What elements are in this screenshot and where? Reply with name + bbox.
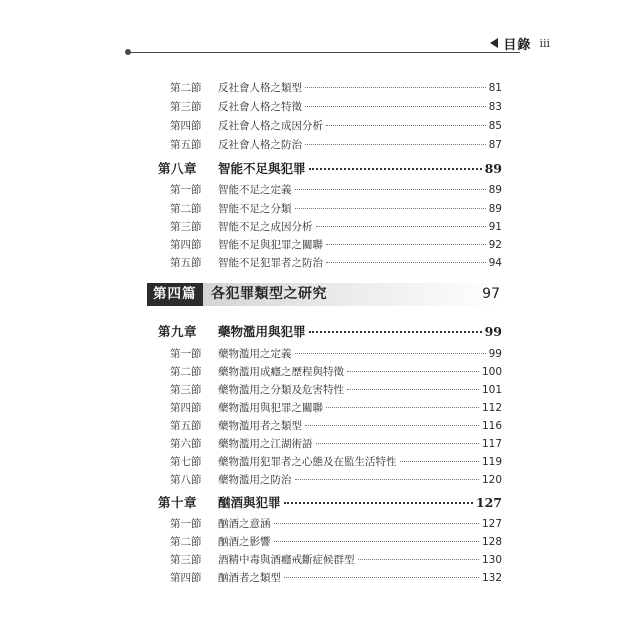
section-number: 第二節 bbox=[170, 82, 202, 94]
toc-section-row[interactable] bbox=[170, 182, 502, 197]
dot-leader bbox=[347, 389, 479, 390]
toc-section-row[interactable] bbox=[170, 364, 502, 379]
chapter-page: 89 bbox=[484, 161, 502, 176]
section-title: 智能不足之分類 bbox=[218, 203, 292, 215]
section-title: 酗酒之意涵 bbox=[218, 518, 271, 530]
section-number: 第二節 bbox=[170, 366, 202, 378]
dot-leader bbox=[326, 125, 486, 126]
section-page: 89 bbox=[488, 203, 502, 215]
dot-leader bbox=[358, 559, 479, 560]
toc-section-row[interactable] bbox=[170, 137, 502, 152]
dot-leader bbox=[284, 577, 479, 578]
section-title: 藥物濫用之分類及危害特性 bbox=[218, 384, 344, 396]
toc-section-row[interactable] bbox=[170, 436, 502, 451]
section-title: 智能不足之定義 bbox=[218, 184, 292, 196]
section-title: 反社會人格之防治 bbox=[218, 139, 302, 151]
dot-leader bbox=[316, 443, 479, 444]
dot-leader bbox=[326, 244, 486, 245]
section-page: 119 bbox=[481, 456, 502, 468]
dot-leader bbox=[326, 262, 486, 263]
part-heading[interactable] bbox=[147, 283, 502, 306]
section-title: 酗酒之影響 bbox=[218, 536, 271, 548]
section-number: 第一節 bbox=[170, 184, 202, 196]
section-number: 第二節 bbox=[170, 203, 202, 215]
section-title: 反社會人格之類型 bbox=[218, 82, 302, 94]
section-title: 智能不足犯罪者之防治 bbox=[218, 257, 323, 269]
toc-section-row[interactable] bbox=[170, 552, 502, 567]
section-title: 藥物濫用成癮之歷程與特徵 bbox=[218, 366, 344, 378]
section-title: 藥物濫用之江湖術語 bbox=[218, 438, 313, 450]
section-page: 94 bbox=[488, 257, 502, 269]
chapter-number: 第九章 bbox=[158, 324, 198, 339]
toc-chapter-row[interactable] bbox=[158, 493, 502, 511]
toc-section-row[interactable] bbox=[170, 400, 502, 415]
section-page: 100 bbox=[481, 366, 502, 378]
part-title: 各犯罪類型之研究 bbox=[211, 286, 327, 302]
section-number: 第六節 bbox=[170, 438, 202, 450]
toc-section-row[interactable] bbox=[170, 534, 502, 549]
section-page: 89 bbox=[488, 184, 502, 196]
toc-section-row[interactable] bbox=[170, 237, 502, 252]
section-title: 智能不足之成因分析 bbox=[218, 221, 313, 233]
section-number: 第七節 bbox=[170, 456, 202, 468]
toc-section-row[interactable] bbox=[170, 418, 502, 433]
toc-section-row[interactable] bbox=[170, 570, 502, 585]
section-page: 128 bbox=[481, 536, 502, 548]
toc-section-row[interactable] bbox=[170, 219, 502, 234]
section-title: 藥物濫用之防治 bbox=[218, 474, 292, 486]
chapter-title: 智能不足與犯罪 bbox=[218, 161, 306, 176]
section-page: 130 bbox=[481, 554, 502, 566]
toc-section-row[interactable] bbox=[170, 346, 502, 361]
section-title: 智能不足與犯罪之關聯 bbox=[218, 239, 323, 251]
dot-leader bbox=[274, 541, 479, 542]
section-number: 第五節 bbox=[170, 257, 202, 269]
section-number: 第一節 bbox=[170, 348, 202, 360]
toc-section-row[interactable] bbox=[170, 382, 502, 397]
section-page: 112 bbox=[481, 402, 502, 414]
chapter-number: 第十章 bbox=[158, 495, 198, 510]
section-page: 117 bbox=[481, 438, 502, 450]
section-number: 第四節 bbox=[170, 402, 202, 414]
toc-section-row[interactable] bbox=[170, 118, 502, 133]
section-page: 116 bbox=[481, 420, 502, 432]
chapter-title: 藥物濫用與犯罪 bbox=[218, 324, 306, 339]
header-title: 目錄 bbox=[503, 37, 532, 53]
section-title: 反社會人格之成因分析 bbox=[218, 120, 323, 132]
dot-leader bbox=[400, 461, 479, 462]
dot-leader bbox=[347, 371, 479, 372]
toc-section-row[interactable] bbox=[170, 99, 502, 114]
dot-leader bbox=[326, 407, 479, 408]
section-number: 第四節 bbox=[170, 120, 202, 132]
section-page: 81 bbox=[488, 82, 502, 94]
section-page: 99 bbox=[488, 348, 502, 360]
section-page: 132 bbox=[481, 572, 502, 584]
section-number: 第一節 bbox=[170, 518, 202, 530]
section-page: 127 bbox=[481, 518, 502, 530]
section-number: 第五節 bbox=[170, 420, 202, 432]
dot-leader bbox=[309, 168, 482, 170]
dot-leader bbox=[305, 144, 486, 145]
section-number: 第三節 bbox=[170, 554, 202, 566]
section-page: 92 bbox=[488, 239, 502, 251]
dot-leader bbox=[305, 106, 486, 107]
section-number: 第八節 bbox=[170, 474, 202, 486]
section-number: 第二節 bbox=[170, 536, 202, 548]
toc-section-row[interactable] bbox=[170, 472, 502, 487]
dot-leader bbox=[274, 523, 479, 524]
section-page: 101 bbox=[481, 384, 502, 396]
toc-chapter-row[interactable] bbox=[158, 322, 502, 340]
part-label: 第四篇 bbox=[147, 283, 203, 306]
dot-leader bbox=[295, 353, 486, 354]
section-title: 藥物濫用犯罪者之心態及在監生活特性 bbox=[218, 456, 397, 468]
section-page: 91 bbox=[488, 221, 502, 233]
section-page: 120 bbox=[481, 474, 502, 486]
toc-section-row[interactable] bbox=[170, 201, 502, 216]
dot-leader bbox=[295, 208, 486, 209]
section-number: 第四節 bbox=[170, 239, 202, 251]
dot-leader bbox=[295, 479, 479, 480]
chapter-page: 99 bbox=[484, 324, 502, 339]
chapter-title: 酗酒與犯罪 bbox=[218, 495, 281, 510]
section-page: 83 bbox=[488, 101, 502, 113]
section-title: 反社會人格之特徵 bbox=[218, 101, 302, 113]
dot-leader bbox=[309, 331, 482, 333]
part-page: 97 bbox=[482, 286, 500, 302]
dot-leader bbox=[305, 425, 479, 426]
dot-leader bbox=[284, 502, 473, 504]
chapter-number: 第八章 bbox=[158, 161, 198, 176]
toc-section-row[interactable] bbox=[170, 516, 502, 531]
section-page: 87 bbox=[488, 139, 502, 151]
dot-leader bbox=[316, 226, 486, 227]
toc-section-row[interactable] bbox=[170, 80, 502, 95]
section-title: 酗酒者之類型 bbox=[218, 572, 281, 584]
section-number: 第三節 bbox=[170, 101, 202, 113]
section-page: 85 bbox=[488, 120, 502, 132]
section-title: 藥物濫用之定義 bbox=[218, 348, 292, 360]
toc-chapter-row[interactable] bbox=[158, 159, 502, 177]
toc-section-row[interactable] bbox=[170, 255, 502, 270]
toc-section-row[interactable] bbox=[170, 454, 502, 469]
section-number: 第四節 bbox=[170, 572, 202, 584]
dot-leader bbox=[305, 87, 486, 88]
dot-leader bbox=[295, 189, 486, 190]
section-number: 第三節 bbox=[170, 384, 202, 396]
section-title: 藥物濫用與犯罪之關聯 bbox=[218, 402, 323, 414]
chapter-page: 127 bbox=[475, 495, 502, 510]
section-number: 第三節 bbox=[170, 221, 202, 233]
header-page-number: iii bbox=[539, 36, 550, 50]
section-title: 酒精中毒與酒癮戒斷症候群型 bbox=[218, 554, 355, 566]
section-title: 藥物濫用者之類型 bbox=[218, 420, 302, 432]
section-number: 第五節 bbox=[170, 139, 202, 151]
